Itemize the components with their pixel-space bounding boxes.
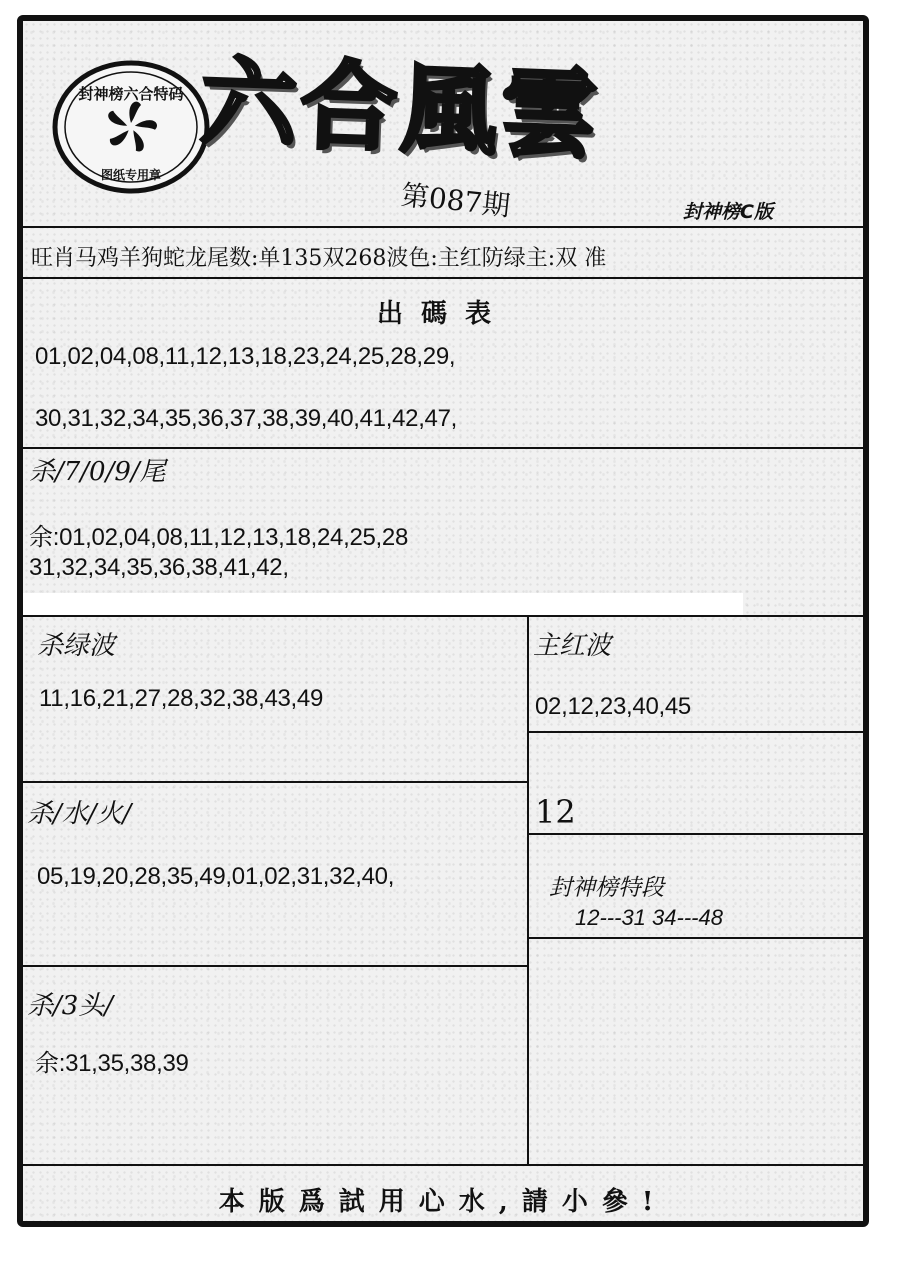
kill-element-label: 杀/水/火/ — [27, 799, 132, 829]
seal-text: 封神榜六合特码 — [78, 85, 184, 103]
kill-element-numbers: 05,19,20,28,35,49,01,02,31,32,40, — [37, 863, 395, 890]
issue-number: 第087期 — [399, 178, 512, 223]
special-segment-value: 12---31 34---48 — [575, 905, 723, 930]
code-table-title: 出碼表 — [376, 299, 509, 329]
lottery-sheet — [17, 15, 869, 1227]
code-table-line-2: 30,31,32,34,35,36,37,38,39,40,41,42,47, — [35, 405, 458, 432]
kill-green-label: 杀绿波 — [37, 631, 116, 661]
code-table-line-1: 01,02,04,08,11,12,13,18,23,24,25,28,29, — [35, 343, 456, 370]
summary-line: 旺肖马鸡羊狗蛇龙尾数:单135双268波色:主红防绿主:双 准 — [31, 246, 607, 271]
main-title: 六合風雲 — [198, 45, 603, 172]
special-segment-label: 封神榜特段 — [549, 875, 664, 901]
kill-tail-label: 杀/7/0/9/尾 — [29, 457, 166, 487]
kill-tail-line-2: 31,32,34,35,36,38,41,42, — [29, 554, 289, 581]
footer-disclaimer: 本版爲試用心水,請小參! — [218, 1187, 668, 1217]
seal-subtext: 图纸专用章 — [100, 168, 162, 182]
kill-green-numbers: 11,16,21,27,28,32,38,43,49 — [39, 685, 324, 712]
kill-head-numbers: 余:31,35,38,39 — [35, 1050, 189, 1077]
main-red-label: 主红波 — [533, 631, 612, 661]
single-value: 12 — [535, 793, 576, 831]
main-red-numbers: 02,12,23,40,45 — [535, 693, 691, 720]
edition-label: 封神榜C版 — [683, 201, 773, 223]
kill-head-label: 杀/3头/ — [27, 991, 114, 1021]
seal-stamp — [51, 59, 211, 195]
kill-tail-line-1: 余:01,02,04,08,11,12,13,18,24,25,28 — [29, 524, 409, 551]
